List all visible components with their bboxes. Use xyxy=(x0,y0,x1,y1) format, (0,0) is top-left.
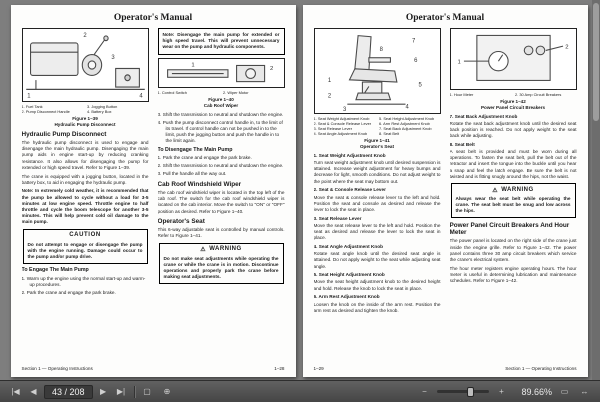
heading-hydraulic-pump-disconnect: Hydraulic Pump Disconnect xyxy=(21,130,107,138)
step-item: 3. Pull the handle all the way out. xyxy=(157,171,227,177)
section-paragraph: Move the seat & console release lever to the left and hold. Position the seat and console as desired and release the lever to lock the seat in place. xyxy=(313,194,441,212)
step-item: 1. Park the crane and engage the park brake. xyxy=(157,155,252,161)
step-item: 2. Shift the transmission to neutral and shutdown the engine. xyxy=(157,163,284,169)
figure-label: 1. Hour Meter xyxy=(449,92,474,97)
operators-seat-drawing xyxy=(315,29,440,113)
scrollbar-thumb[interactable] xyxy=(593,3,599,121)
page-footer xyxy=(314,363,577,371)
section-heading: 8. Seat Belt xyxy=(449,141,475,147)
warning-text: Do not make seat adjustments while operating the crane or while the crane is in motion. Discontinue operations and properly park the crane before making seat adjustments. xyxy=(163,255,279,280)
section-paragraph: Rotate the seat back adjustment knob until the desired seat back position is reached. Do not apply weight to the seat back while adjusting. xyxy=(449,120,577,139)
svg-text:2: 2 xyxy=(564,44,569,51)
page-title: Operator's Manual xyxy=(405,13,485,23)
footer-section-label: Section 1 — Operating Instructions xyxy=(505,366,577,371)
figure-1-41-illustration xyxy=(314,28,441,114)
figure-label: 2. Wiper Motor xyxy=(223,90,249,96)
figure-1-42 xyxy=(450,28,577,111)
next-page-button[interactable]: ▶ xyxy=(99,387,107,396)
figure-number: Figure 1–40 xyxy=(208,97,234,103)
svg-text:3: 3 xyxy=(110,54,115,62)
paragraph: The hydraulic pump disconnect is used to engage and disengage the main hydraulic pump. Disengaging the main pump aids in engine start-up by reducing cranking resistance. It also allows for disengaging the pump for extended or high speed travel. Refer to Figure 1–39. xyxy=(21,139,149,170)
svg-text:1: 1 xyxy=(190,62,195,69)
previous-page-button[interactable]: ◀ xyxy=(30,387,37,396)
figure-number: Figure 1–42 xyxy=(500,99,526,105)
section-heading: 2. Seat & Console Release Lever xyxy=(313,187,386,193)
page-number-input[interactable]: 43 / 208 xyxy=(44,385,93,399)
left-page-column-1 xyxy=(22,28,149,363)
warning-box xyxy=(159,243,284,284)
zoom-level[interactable]: 89.66% xyxy=(521,386,552,397)
zoom-in-button[interactable]: + xyxy=(499,387,504,396)
figure-label: 3. Seat Release Lever xyxy=(313,126,352,132)
heading-disengage-main-pump: To Disengage The Main Pump xyxy=(157,146,233,153)
figure-1-41 xyxy=(314,28,441,150)
svg-text:2: 2 xyxy=(269,65,273,72)
zoom-marquee-button[interactable]: ⊕ xyxy=(163,387,171,396)
fit-page-button[interactable]: ▭ xyxy=(560,387,569,396)
figure-label: 8. Seat Belt xyxy=(379,131,400,137)
footer-page-number: 1–28 xyxy=(274,366,285,371)
zoom-controls-group xyxy=(417,384,592,399)
warning-triangle-icon: ⚠ xyxy=(492,187,499,194)
svg-text:4: 4 xyxy=(405,104,409,111)
svg-text:1: 1 xyxy=(327,78,331,85)
pump-disconnect-drawing xyxy=(23,29,148,101)
section-heading: 5. Seat Height Adjustment Knob xyxy=(313,272,385,278)
warning-header xyxy=(164,246,279,254)
step-item: 3. Shift the transmission to neutral and shutdown the engine. xyxy=(157,111,284,117)
caution-box xyxy=(23,229,148,264)
figure-label: 4. Battery Box xyxy=(87,109,112,115)
paragraph: The cab roof windshield wiper is located in the top left of the cab roof. The switch for the cab roof windshield wiper is located on the cab interior. Move the switch to "ON" or "OFF" position as desired. Refer to Figure 1–40. xyxy=(157,190,285,214)
figure-number: Figure 1–39 xyxy=(72,116,98,122)
paragraph: The hour meter registers engine operating hours. The hour meter is useful in determining lubrication and maintenance schedules. Refer to Figure 1–42. xyxy=(449,265,577,284)
statusbar xyxy=(0,380,600,402)
figure-1-42-caption xyxy=(450,99,577,110)
step-item: 4. Push the pump disconnect control handle in, to the limit of its travel. If control handle can not be pushed in to the limit, push the jogging button and push the handle in to the limit again. xyxy=(157,119,283,144)
note-box: Note: Disengage the main pump for extended or high speed travel. This will prevent unnecessary wear on the pump and hydraulic components. xyxy=(158,28,285,55)
figure-label: 1. Fuel Tank xyxy=(21,104,43,109)
figure-1-40-labels xyxy=(158,90,285,95)
figure-label: 6. Arm Rest Adjustment Knob xyxy=(379,121,430,127)
svg-text:2: 2 xyxy=(82,31,87,40)
figure-1-42-illustration xyxy=(450,28,577,90)
figure-1-39 xyxy=(22,28,149,128)
section-paragraph: Move the seat release lever to the left and hold. Position the seat as desired and release the lever to lock the seat in place. xyxy=(313,222,441,241)
heading-power-panel: Power Panel Circuit Breakers And Hour Meter xyxy=(449,221,570,236)
svg-text:5: 5 xyxy=(417,82,422,89)
zoom-slider[interactable] xyxy=(437,390,489,393)
svg-text:7: 7 xyxy=(411,38,415,45)
footer-page-number: 1–29 xyxy=(313,366,324,371)
left-page-column-2 xyxy=(158,28,285,363)
last-page-button[interactable]: ▶| xyxy=(116,387,126,396)
caution-title: CAUTION xyxy=(69,232,101,239)
section-heading: 3. Seat Release Lever xyxy=(313,215,362,221)
figure-label: 1. Control Switch xyxy=(157,90,187,96)
section-paragraph: A seat belt is provided and must be worn during all operations. To fasten the seat belt, pull the belt out of the retractor and insert the tongue into the buckle until you hear a snap and feel the latch engage. Be sure the belt is not twisted and is fitting snugly around the hips, not the waist. xyxy=(449,149,577,179)
section-heading: 1. Seat Weight Adjustment Knob xyxy=(313,152,386,158)
figure-label: 2. Seat & Console Release Lever xyxy=(313,121,372,127)
section-heading: 4. Seat Angle Adjustment Knob xyxy=(313,243,383,249)
warning-title: WARNING xyxy=(209,246,242,253)
paragraph: The crane is equipped with a jogging button, located in the battery box, to aid in engaging the hydraulic pump. xyxy=(21,173,149,185)
caution-text: Do not attempt to engage or disengage the pump with the engine running. Damage could occur to the pump and/or pump drive. xyxy=(27,241,143,259)
svg-text:3: 3 xyxy=(342,106,346,113)
warning-box xyxy=(451,183,576,218)
section-paragraph: Turn seat weight adjustment knob until desired suspension is attained. Increase weight adjustment for heavy bumps and decrease for light, smooth conditions. Do not adjust weight to the point where the seat may bottom out. xyxy=(313,159,441,184)
footer-section-label: Section 1 — Operating Instructions xyxy=(21,366,93,371)
figure-title: Power Panel Circuit Breakers xyxy=(480,104,546,110)
page-footer xyxy=(22,363,285,371)
figure-1-40 xyxy=(158,58,285,109)
warning-header xyxy=(456,187,571,195)
warning-title: WARNING xyxy=(501,186,534,193)
first-page-button[interactable]: |◀ xyxy=(11,387,20,396)
svg-text:6: 6 xyxy=(413,58,417,65)
paragraph: This 6-way adjustable seat is controlled by manual controls. Refer to Figure 1–41. xyxy=(157,227,285,239)
svg-text:1: 1 xyxy=(26,92,31,100)
warning-text: Always wear the seat belt while operating the crane. The seat belt must be snug and low across the hips. xyxy=(455,195,571,214)
figure-label: 7. Seat Back Adjustment Knob xyxy=(379,126,432,132)
section-paragraph: Rotate seat angle knob until the desired seat angle is attained. Do not apply weight to the seat while adjusting seat angle. xyxy=(313,251,441,269)
figure-1-41-caption xyxy=(314,138,441,149)
figure-1-41-labels xyxy=(314,116,441,136)
svg-text:2: 2 xyxy=(327,93,331,100)
figure-label: 5. Seat Height Adjustment Knob xyxy=(379,116,435,121)
figure-title: Operator's Seat xyxy=(359,144,395,150)
section-paragraph: Move the seat height adjustment knob to the desired height and hold. Release the knob to lock the seat in place. xyxy=(313,279,441,291)
figure-label: 3. Jogging Button xyxy=(87,104,118,109)
step-item: 2. Park the crane and engage the park brake. xyxy=(21,289,116,295)
svg-text:1: 1 xyxy=(456,59,461,66)
svg-text:4: 4 xyxy=(138,92,143,100)
figure-title: Cab Roof Wiper xyxy=(203,102,239,108)
right-page-column-2 xyxy=(450,28,577,363)
figure-label: 1. Seat Weight Adjustment Knob xyxy=(313,116,370,121)
heading-engage-main-pump: To Engage The Main Pump xyxy=(21,267,89,274)
statusbar-separator xyxy=(134,386,135,398)
figure-1-39-labels xyxy=(22,104,149,114)
figure-1-39-illustration xyxy=(22,28,149,102)
paragraph: The power panel is located on the right side of the crane just inside the engine grille. Refer to Figure 1–42. The power panel contains three 30 amp circuit breakers which service the crane's electrical system. xyxy=(449,238,577,262)
section-heading: 6. Arm Rest Adjustment Knob xyxy=(313,294,380,300)
heading-operators-seat: Operator's Seat xyxy=(157,217,205,225)
figure-label: 2. 30 Amp Circuit Breakers xyxy=(515,92,562,97)
zoom-out-button[interactable]: − xyxy=(422,387,427,396)
figure-1-42-labels xyxy=(450,92,577,97)
figure-title: Hydraulic Pump Disconnect xyxy=(54,121,116,127)
zoom-slider-thumb[interactable] xyxy=(467,387,474,397)
page-navigation-group xyxy=(8,384,129,399)
right-page-column-1 xyxy=(314,28,441,363)
cab-roof-wiper-drawing xyxy=(159,59,284,87)
section-paragraph: Loosen the knob on the inside of the arm rest. Position the arm rest as desired and tighten the knob. xyxy=(313,301,441,313)
select-tool-button[interactable]: ▢ xyxy=(143,387,151,396)
vertical-scrollbar[interactable] xyxy=(592,0,600,380)
svg-text:8: 8 xyxy=(379,47,383,54)
figure-1-40-caption xyxy=(158,97,285,108)
figure-label: 2. Pump Disconnect Handle xyxy=(21,109,70,115)
manual-page-left xyxy=(11,5,296,377)
manual-page-right xyxy=(303,5,588,377)
note-paragraph: Note: In extremely cold weather, it is recommended that the pump be allowed to cycle without a load for 3-5 minutes at low engine speed. Throttle engine to half throttle and cycle the boom telescope for another 3-5 minutes. This will help prevent cold oil damage to the main pump. xyxy=(21,188,149,225)
step-item: 1. Warm up the engine using the normal start-up and warm-up procedures. xyxy=(21,275,146,287)
figure-label: 4. Seat Angle Adjustment Knob xyxy=(313,131,368,137)
section-heading: 7. Seat Back Adjustment Knob xyxy=(449,113,518,119)
fit-width-button[interactable]: ↔ xyxy=(580,387,589,396)
figure-1-40-illustration xyxy=(158,58,285,88)
page-title: Operator's Manual xyxy=(113,13,193,23)
heading-cab-roof-windshield-wiper: Cab Roof Windshield Wiper xyxy=(157,180,242,188)
power-panel-drawing xyxy=(451,29,576,89)
figure-1-39-caption xyxy=(22,116,149,127)
warning-triangle-icon: ⚠ xyxy=(200,247,207,254)
figure-number: Figure 1–41 xyxy=(364,138,390,144)
